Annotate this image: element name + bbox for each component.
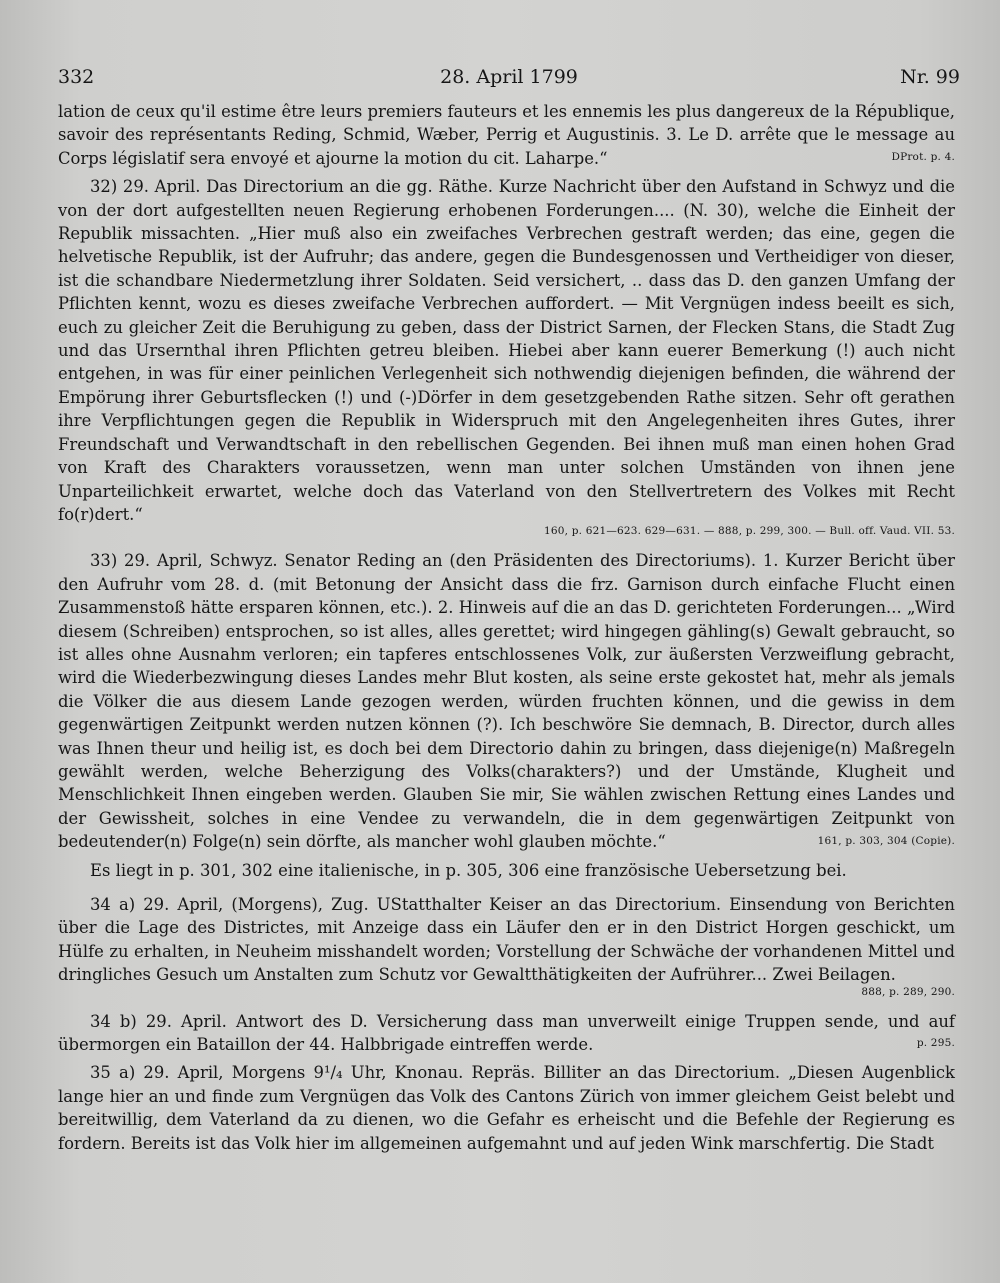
entry-34b — [58, 1010, 955, 1055]
entry-text: 34 b) 29. April. Antwort des D. Versicherung dass man unverweilt einige Truppen sende, und auf übermorgen ein Bataillon der 44. Halbbrigade eintreffen werde. — [58, 1011, 955, 1055]
entry-35a — [58, 1061, 955, 1155]
entry-reference: 161, p. 303, 304 (Copie). — [817, 834, 955, 847]
page-number: 332 — [58, 66, 95, 88]
entry-reference: 888, p. 289, 290. — [861, 985, 955, 998]
entry-33 — [58, 549, 955, 852]
continuation-paragraph — [58, 100, 955, 168]
entry-33-note — [58, 859, 955, 882]
document-number: Nr. 99 — [900, 66, 960, 88]
entry-text: 32) 29. April. Das Directorium an die gg. Räthe. Kurze Nachricht über den Aufstand in Schwyz und die von der dort aufgestellten neuen Regierung erhobenen Forderungen.... (N. 30), welche die Einheit der Republik missachten. „Hier muß also ein zweifaches Verbrechen gestraft werden; das eine, gegen die helvetische Republik, ist der Aufruhr; das andere, gegen die Bundesgenossen und Vertheidiger von dieser, ist die schandbare Niedermetzlung ihrer Soldaten. Seid versichert, .. dass das D. den ganzen Umfang der Pflichten kennt, wozu es dieses zweifache Verbrechen auffordert. — Mit Vergnügen indess beeilt es sich, euch zu gleicher Zeit die Beruhigung zu geben, dass der District Sarnen, der Flecken Stans, die Stadt Zug und das Ursernthal ihren Pflichten getreu bleiben. Hiebei aber kann euerer Bemerkung (!) auch nicht entgehen, in was für einer peinlichen Verlegenheit sich nothwendig diejenigen befinden, die während der Empörung ihrer Geburtsflecken (!) und (-)Dörfer in dem gesetzgebenden Rathe sitzen. Sehr oft gerathen ihre Verpflichtungen gegen die Republik in Widerspruch mit den Angelegenheiten ihres Gutes, ihrer Freundschaft und Verwandtschaft in den rebellischen Gegenden. Bei ihnen muß man einen hohen Grad von Kraft des Charakters voraussetzen, wenn man unter solchen Umständen von ihnen jene Unparteilichkeit erwartet, welche doch das Vaterland von den Stellvertretern des Volkes mit Recht fo(r)dert.“ — [58, 177, 955, 524]
entry-text: 35 a) 29. April, Morgens 9¹/₄ Uhr, Knonau. Repräs. Billiter an das Directorium. „Diesen Augenblick lange hier an und finde zum Vergnügen das Volk des Cantons Zürich von immer gleichem Geist belebt und bereitwillig, dem Vaterland da zu dienen, wo die Gefahr es erheischt und die Befehle der Regierung es fordern. Bereits ist das Volk hier im allgemeinen aufgemahnt und auf jeden Wink marschfertig. Die Stadt — [58, 1063, 955, 1153]
continuation-reference: DProt. p. 4. — [891, 151, 955, 164]
running-header — [58, 66, 960, 90]
continuation-text: lation de ceux qu'il estime être leurs premiers fauteurs et les ennemis les plus dangereux de la République, savoir des représentants Reding, Schmid, Wæber, Perrig et Augustinis. 3. Le D. arrête que le message au Corps législatif sera envoyé et ajourne la motion du cit. Laharpe.“ — [58, 102, 955, 168]
entry-text: Es liegt in p. 301, 302 eine italienische, in p. 305, 306 eine französische Uebersetzung bei. — [90, 860, 847, 880]
entry-reference: 160, p. 621—623. 629—631. — 888, p. 299, 300. — Bull. off. Vaud. VII. 53. — [543, 525, 955, 538]
page-body — [58, 100, 955, 1155]
entry-32 — [58, 175, 955, 538]
entry-reference: p. 295. — [916, 1037, 955, 1050]
header-date: 28. April 1799 — [440, 66, 578, 88]
entry-text: 34 a) 29. April, (Morgens), Zug. UStatthalter Keiser an das Directorium. Einsendung von Berichten über die Lage des Districtes, mit Anzeige dass ein Läufer den er in den District Horgen geschickt, um Hülfe zu erhalten, in Neuheim misshandelt worden; Vorstellung der Schwäche der vorhandenen Mittel und dringliches Gesuch um Anstalten zum Schutz vor Gewaltthätigkeiten der Aufrührer... Zwei Beilagen. — [58, 895, 955, 985]
entry-34a — [58, 893, 955, 999]
entry-text: 33) 29. April, Schwyz. Senator Reding an (den Präsidenten des Directoriums). 1. Kurzer Bericht über den Aufruhr vom 28. d. (mit Betonung der Ansicht dass die frz. Garnison durch einfache Flucht einen Zusammenstoß hätte ersparen können, etc.). 2. Hinweis auf die an das D. gerichteten Forderungen... „Wird diesem (Schreiben) entsprochen, so ist alles, alles gerettet; wird hingegen gähling(s) Gewalt gebraucht, so ist alles ohne Ausnahm verloren; ein tapferes entschlossenes Volk, zur äußersten Verzweiflung gebracht, wird die Wiederbezwingung dieses Landes mehr Blut kosten, als seine erste gekostet hat, mehr als jemals die Völker die aus diesem Lande gezogen werden, würden fruchten können, und die gewiss in dem gegenwärtigen Zeitpunkt werden nutzen können (?). Ich beschwöre Sie demnach, B. Director, durch alles was Ihnen theur und heilig ist, es doch bei dem Directorio dahin zu bringen, dass diejenige(n) Maßregeln gewählt werden, welche Beherzigung des Volks(charakters?) und der Umstände, Klugheit und Menschlichkeit Ihnen eingeben werden. Glauben Sie mir, Sie wählen zwischen Rettung eines Landes und der Gewissheit, solches in eine Vendee zu verwandeln, die in dem gegenwärtigen Zeitpunkt von bedeutender(n) Folge(n) sein dörfte, als mancher wohl glauben möchte.“ — [58, 551, 955, 852]
